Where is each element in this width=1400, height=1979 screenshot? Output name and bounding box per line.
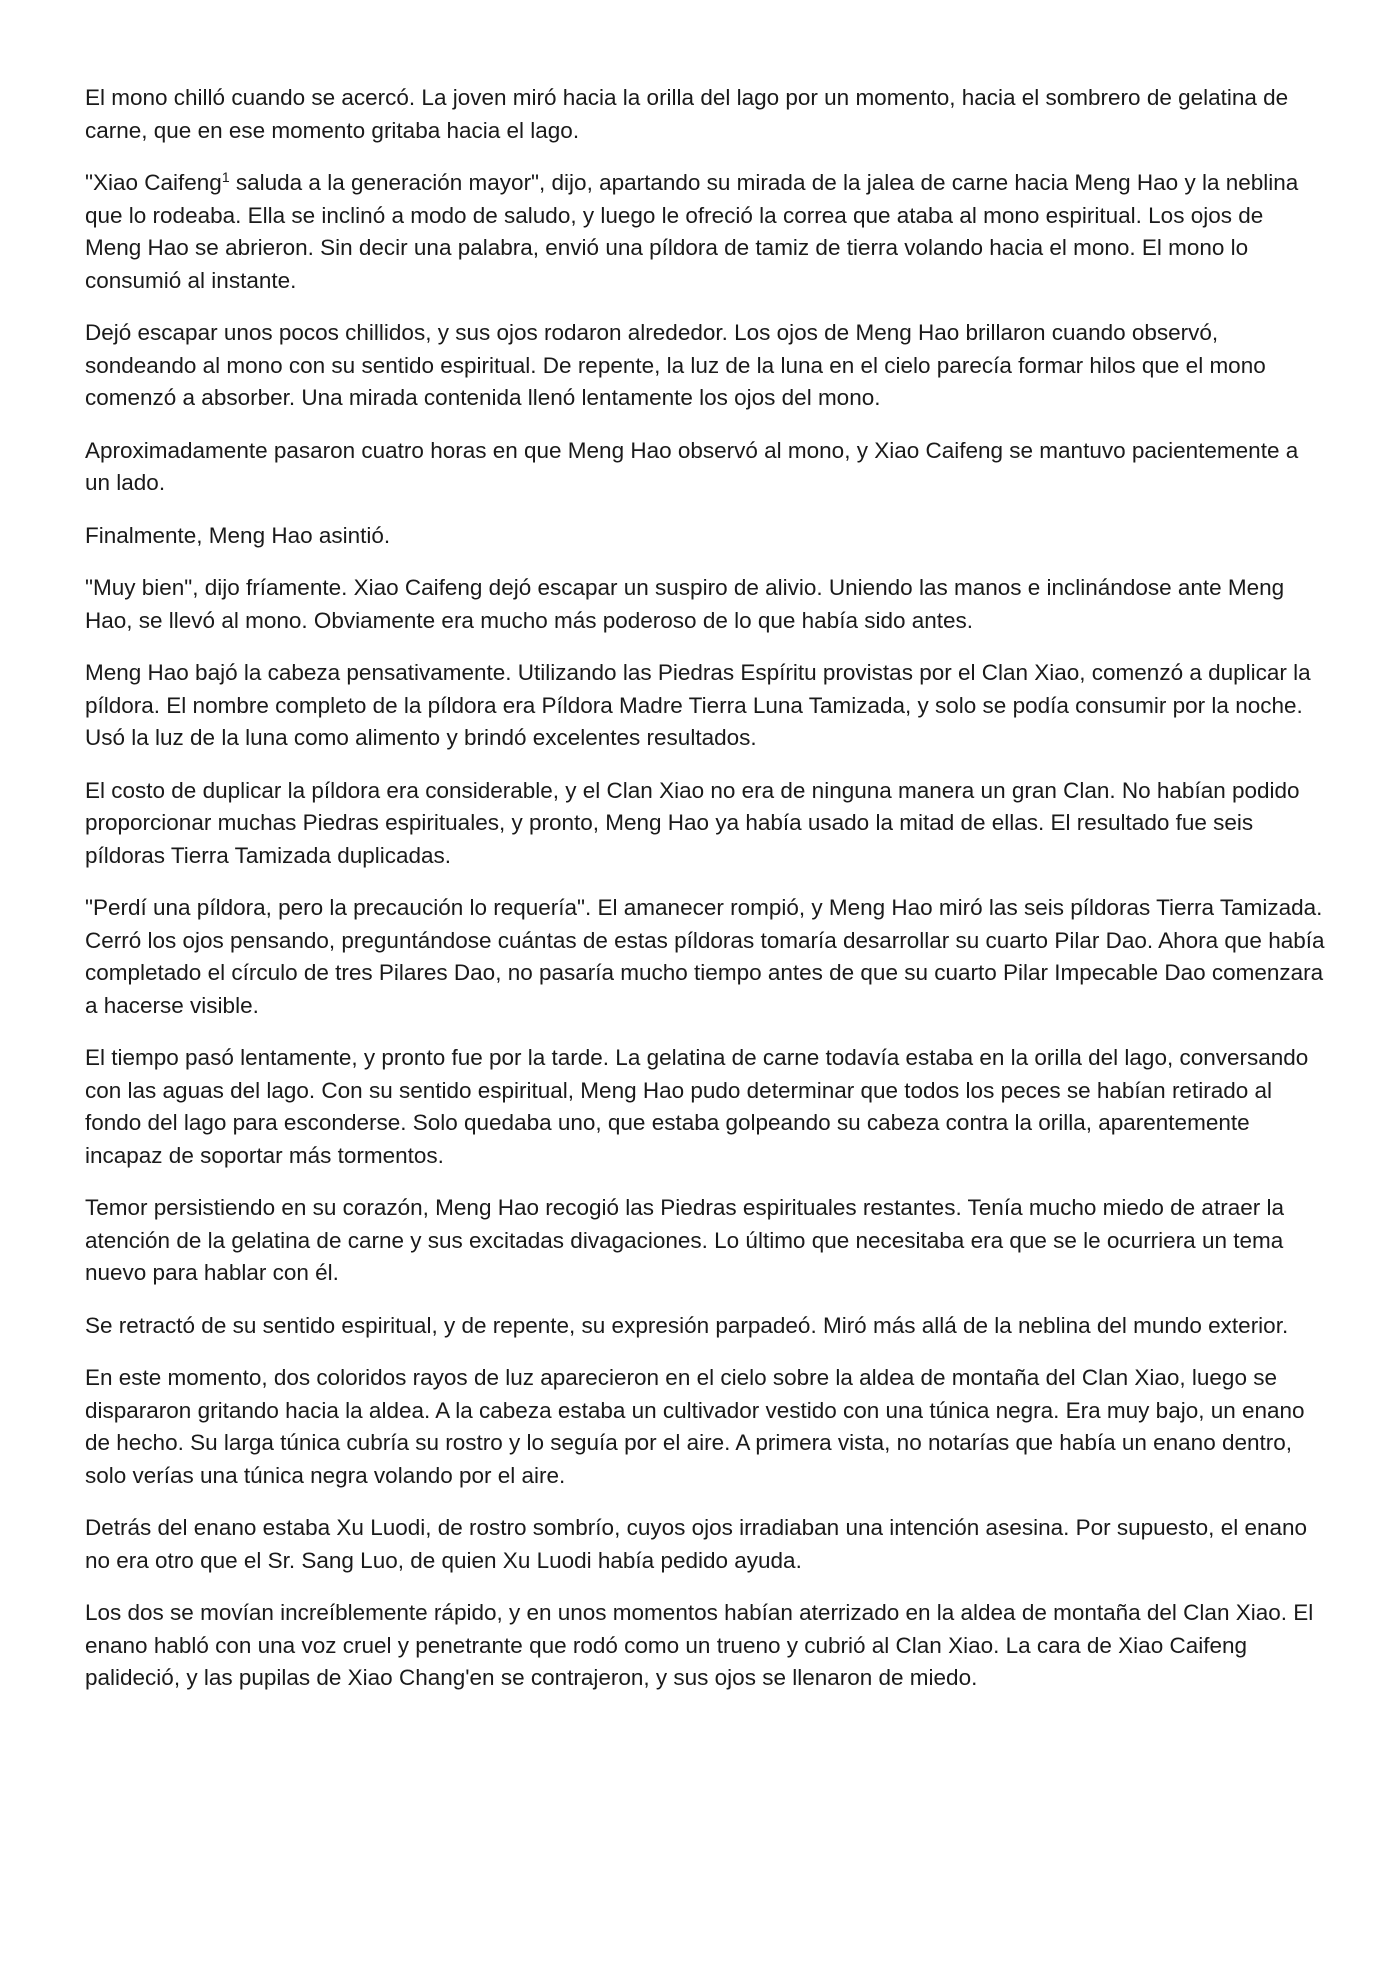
paragraph-2 — [85, 167, 1325, 297]
paragraph-8: El costo de duplicar la píldora era considerable, y el Clan Xiao no era de ninguna manera un gran Clan. No habían podido proporcionar muchas Piedras espirituales, y pronto, Meng Hao ya había usado la mitad de ellas. El resultado fue seis píldoras Tierra Tamizada duplicadas. — [85, 777, 1300, 868]
paragraph-7: Meng Hao bajó la cabeza pensativamente. Utilizando las Piedras Espíritu provistas por el Clan Xiao, comenzó a duplicar la píldora. El nombre completo de la píldora era Píldora Madre Tierra Luna Tamizada, y solo se podía consumir por la noche. Usó la luz de la luna como alimento y brindó excelentes resultados. — [85, 660, 1311, 750]
document-page — [85, 82, 1325, 1715]
paragraph-2-rest: saluda a la generación mayor", dijo, apartando su mirada de la jalea de carne hacia Meng Hao y la neblina que lo rodeaba. Ella se inclinó a modo de saludo, y luego le ofreció la correa que ataba al mono espiritual. Los ojos de Meng Hao se abrieron. Sin decir una palabra, envió una píldora de tamiz de tierra volando hacia el mono. El mono lo consumió al instante. — [85, 170, 1299, 293]
paragraph-4: Aproximadamente pasaron cuatro horas en que Meng Hao observó al mono, y Xiao Caifeng se mantuvo pacientemente a un lado. — [85, 437, 1299, 495]
paragraph-14: Detrás del enano estaba Xu Luodi, de rostro sombrío, cuyos ojos irradiaban una intención asesina. Por supuesto, el enano no era otro que el Sr. Sang Luo, de quien Xu Luodi había pedido ayuda. — [85, 1515, 1308, 1573]
paragraph-12: Se retractó de su sentido espiritual, y de repente, su expresión parpadeó. Miró más allá de la neblina del mundo exterior. — [85, 1312, 1289, 1338]
paragraph-3: Dejó escapar unos pocos chillidos, y sus ojos rodaron alrededor. Los ojos de Meng Hao brillaron cuando observó, sondeando al mono con su sentido espiritual. De repente, la luz de la luna en el cielo parecía formar hilos que el mono comenzó a absorber. Una mirada contenida llenó lentamente los ojos del mono. — [85, 320, 1266, 410]
paragraph-6: "Muy bien", dijo fríamente. Xiao Caifeng dejó escapar un suspiro de alivio. Uniendo las manos e inclinándose ante Meng Hao, se llevó al mono. Obviamente era mucho más poderoso de lo que había sido antes. — [85, 575, 1285, 633]
paragraph-11: Temor persistiendo en su corazón, Meng Hao recogió las Piedras espirituales restantes. Tenía mucho miedo de atraer la atención de la gelatina de carne y sus excitadas divagaciones. Lo último que necesitaba era que se le ocurriera un tema nuevo para hablar con él. — [85, 1195, 1284, 1285]
paragraph-15: Los dos se movían increíblemente rápido, y en unos momentos habían aterrizado en la aldea de montaña del Clan Xiao. El enano habló con una voz cruel y penetrante que rodó como un trueno y cubrió al Clan Xiao. La cara de Xiao Caifeng palideció, y las pupilas de Xiao Chang'en se contrajeron, y sus ojos se llenaron de miedo. — [85, 1600, 1314, 1690]
footnote-mark: 1 — [221, 169, 230, 185]
paragraph-2-start: "Xiao Caifeng — [85, 170, 222, 195]
paragraph-10: El tiempo pasó lentamente, y pronto fue por la tarde. La gelatina de carne todavía estaba en la orilla del lago, conversando con las aguas del lago. Con su sentido espiritual, Meng Hao pudo determinar que todos los peces se habían retirado al fondo del lago para esconderse. Solo quedaba uno, que estaba golpeando su cabeza contra la orilla, aparentemente incapaz de soportar más tormentos. — [85, 1045, 1309, 1168]
paragraph-13: En este momento, dos coloridos rayos de luz aparecieron en el cielo sobre la aldea de montaña del Clan Xiao, luego se dispararon gritando hacia la aldea. A la cabeza estaba un cultivador vestido con una túnica negra. Era muy bajo, un enano de hecho. Su larga túnica cubría su rostro y lo seguía por el aire. A primera vista, no notarías que había un enano dentro, solo verías una túnica negra volando por el aire. — [85, 1365, 1305, 1488]
paragraph-9: "Perdí una píldora, pero la precaución lo requería". El amanecer rompió, y Meng Hao miró las seis píldoras Tierra Tamizada. Cerró los ojos pensando, preguntándose cuántas de estas píldoras tomaría desarrollar su cuarto Pilar Dao. Ahora que había completado el círculo de tres Pilares Dao, no pasaría mucho tiempo antes de que su cuarto Pilar Impecable Dao comenzara a hacerse visible. — [85, 895, 1325, 1018]
paragraph-1: El mono chilló cuando se acercó. La joven miró hacia la orilla del lago por un momento, hacia el sombrero de gelatina de carne, que en ese momento gritaba hacia el lago. — [85, 85, 1289, 143]
paragraph-5: Finalmente, Meng Hao asintió. — [85, 522, 391, 548]
